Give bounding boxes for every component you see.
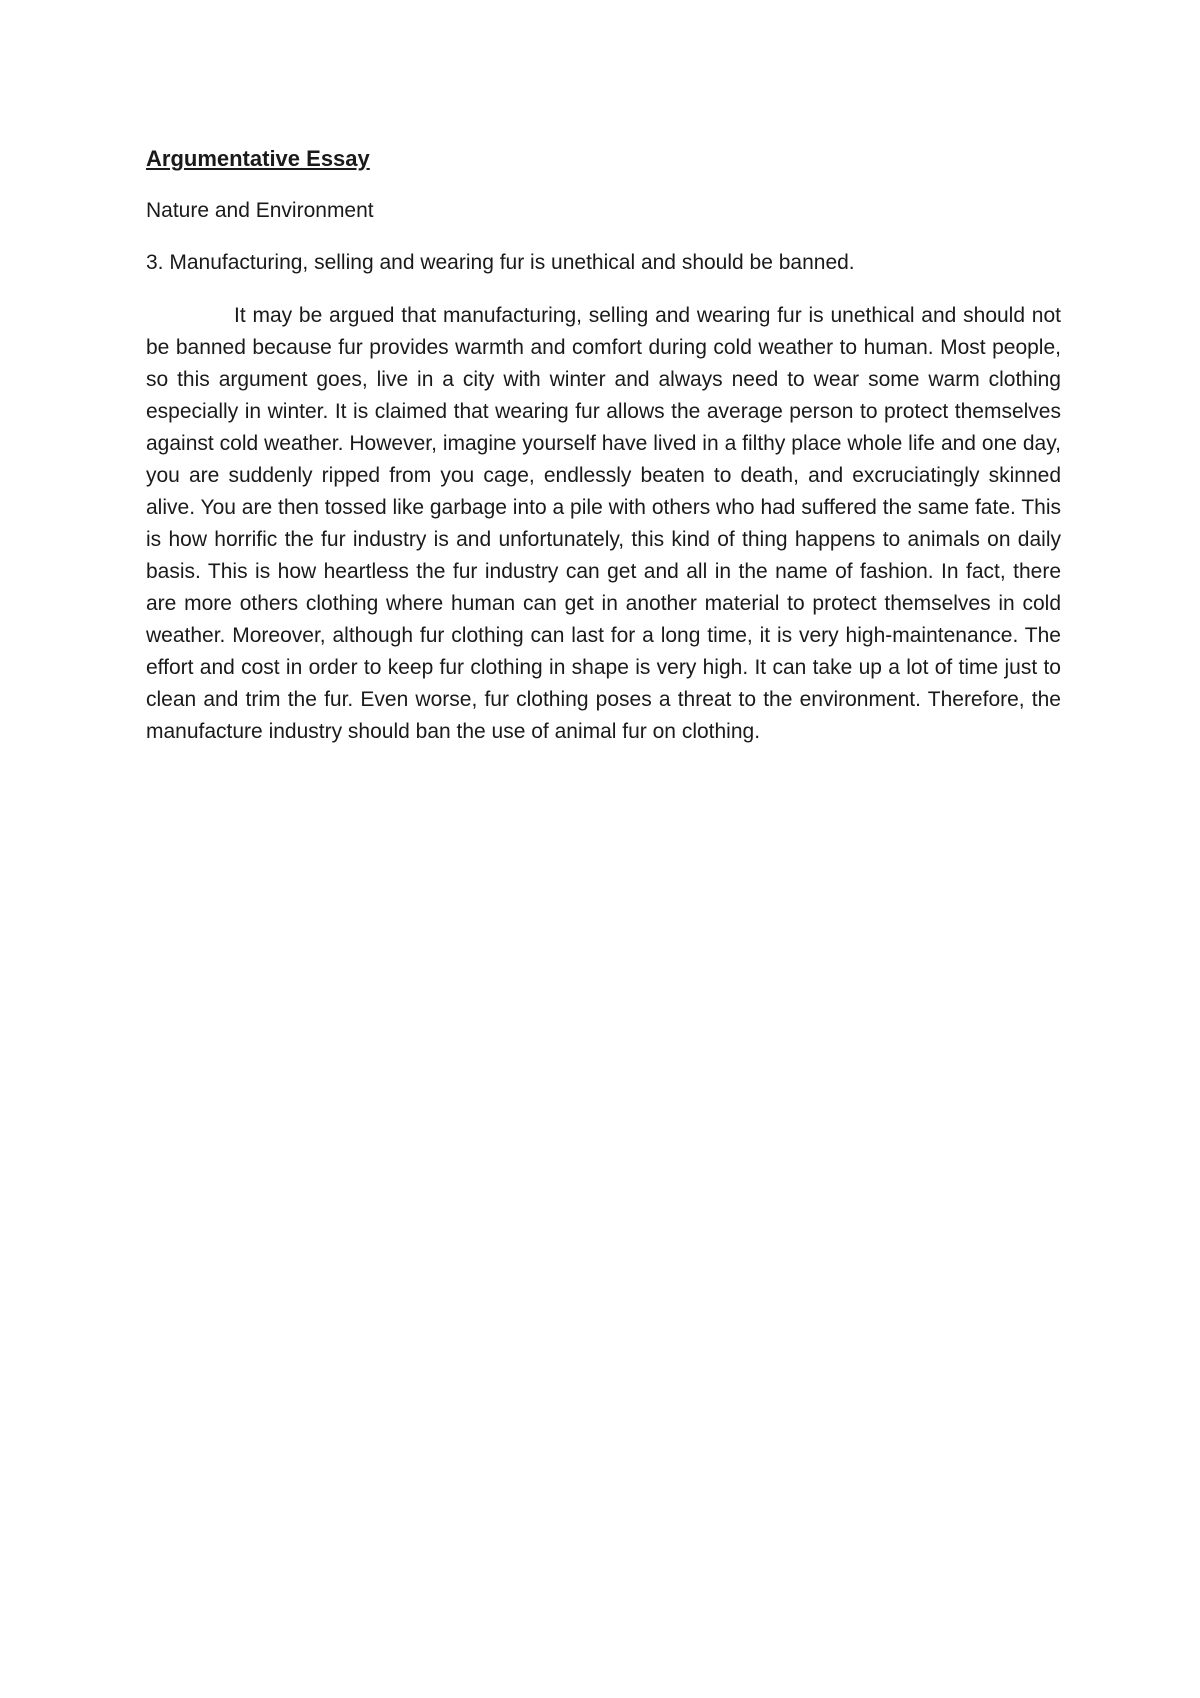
document-body <box>146 144 1061 748</box>
essay-prompt: 3. Manufacturing, selling and wearing fur is unethical and should be banned. <box>146 251 855 274</box>
essay-title: Argumentative Essay <box>146 146 370 171</box>
essay-topic: Nature and Environment <box>146 199 374 222</box>
essay-paragraph: It may be argued that manufacturing, selling and wearing fur is unethical and should not be banned because fur provides warmth and comfort during cold weather to human. Most people, so this argument goes, live in a city with winter and always need to wear some warm clothing especially in winter. It is claimed that wearing fur allows the average person to protect themselves against cold weather. However, imagine yourself have lived in a filthy place whole life and one day, you are suddenly ripped from you cage, endlessly beaten to death, and excruciatingly skinned alive. You are then tossed like garbage into a pile with others who had suffered the same fate. This is how horrific the fur industry is and unfortunately, this kind of thing happens to animals on daily basis. This is how heartless the fur industry can get and all in the name of fashion. In fact, there are more others clothing where human can get in another material to protect themselves in cold weather. Moreover, although fur clothing can last for a long time, it is very high-maintenance. The effort and cost in order to keep fur clothing in shape is very high. It can take up a lot of time just to clean and trim the fur. Even worse, fur clothing poses a threat to the environment. Therefore, the manufacture industry should ban the use of animal fur on clothing. <box>146 304 1061 743</box>
